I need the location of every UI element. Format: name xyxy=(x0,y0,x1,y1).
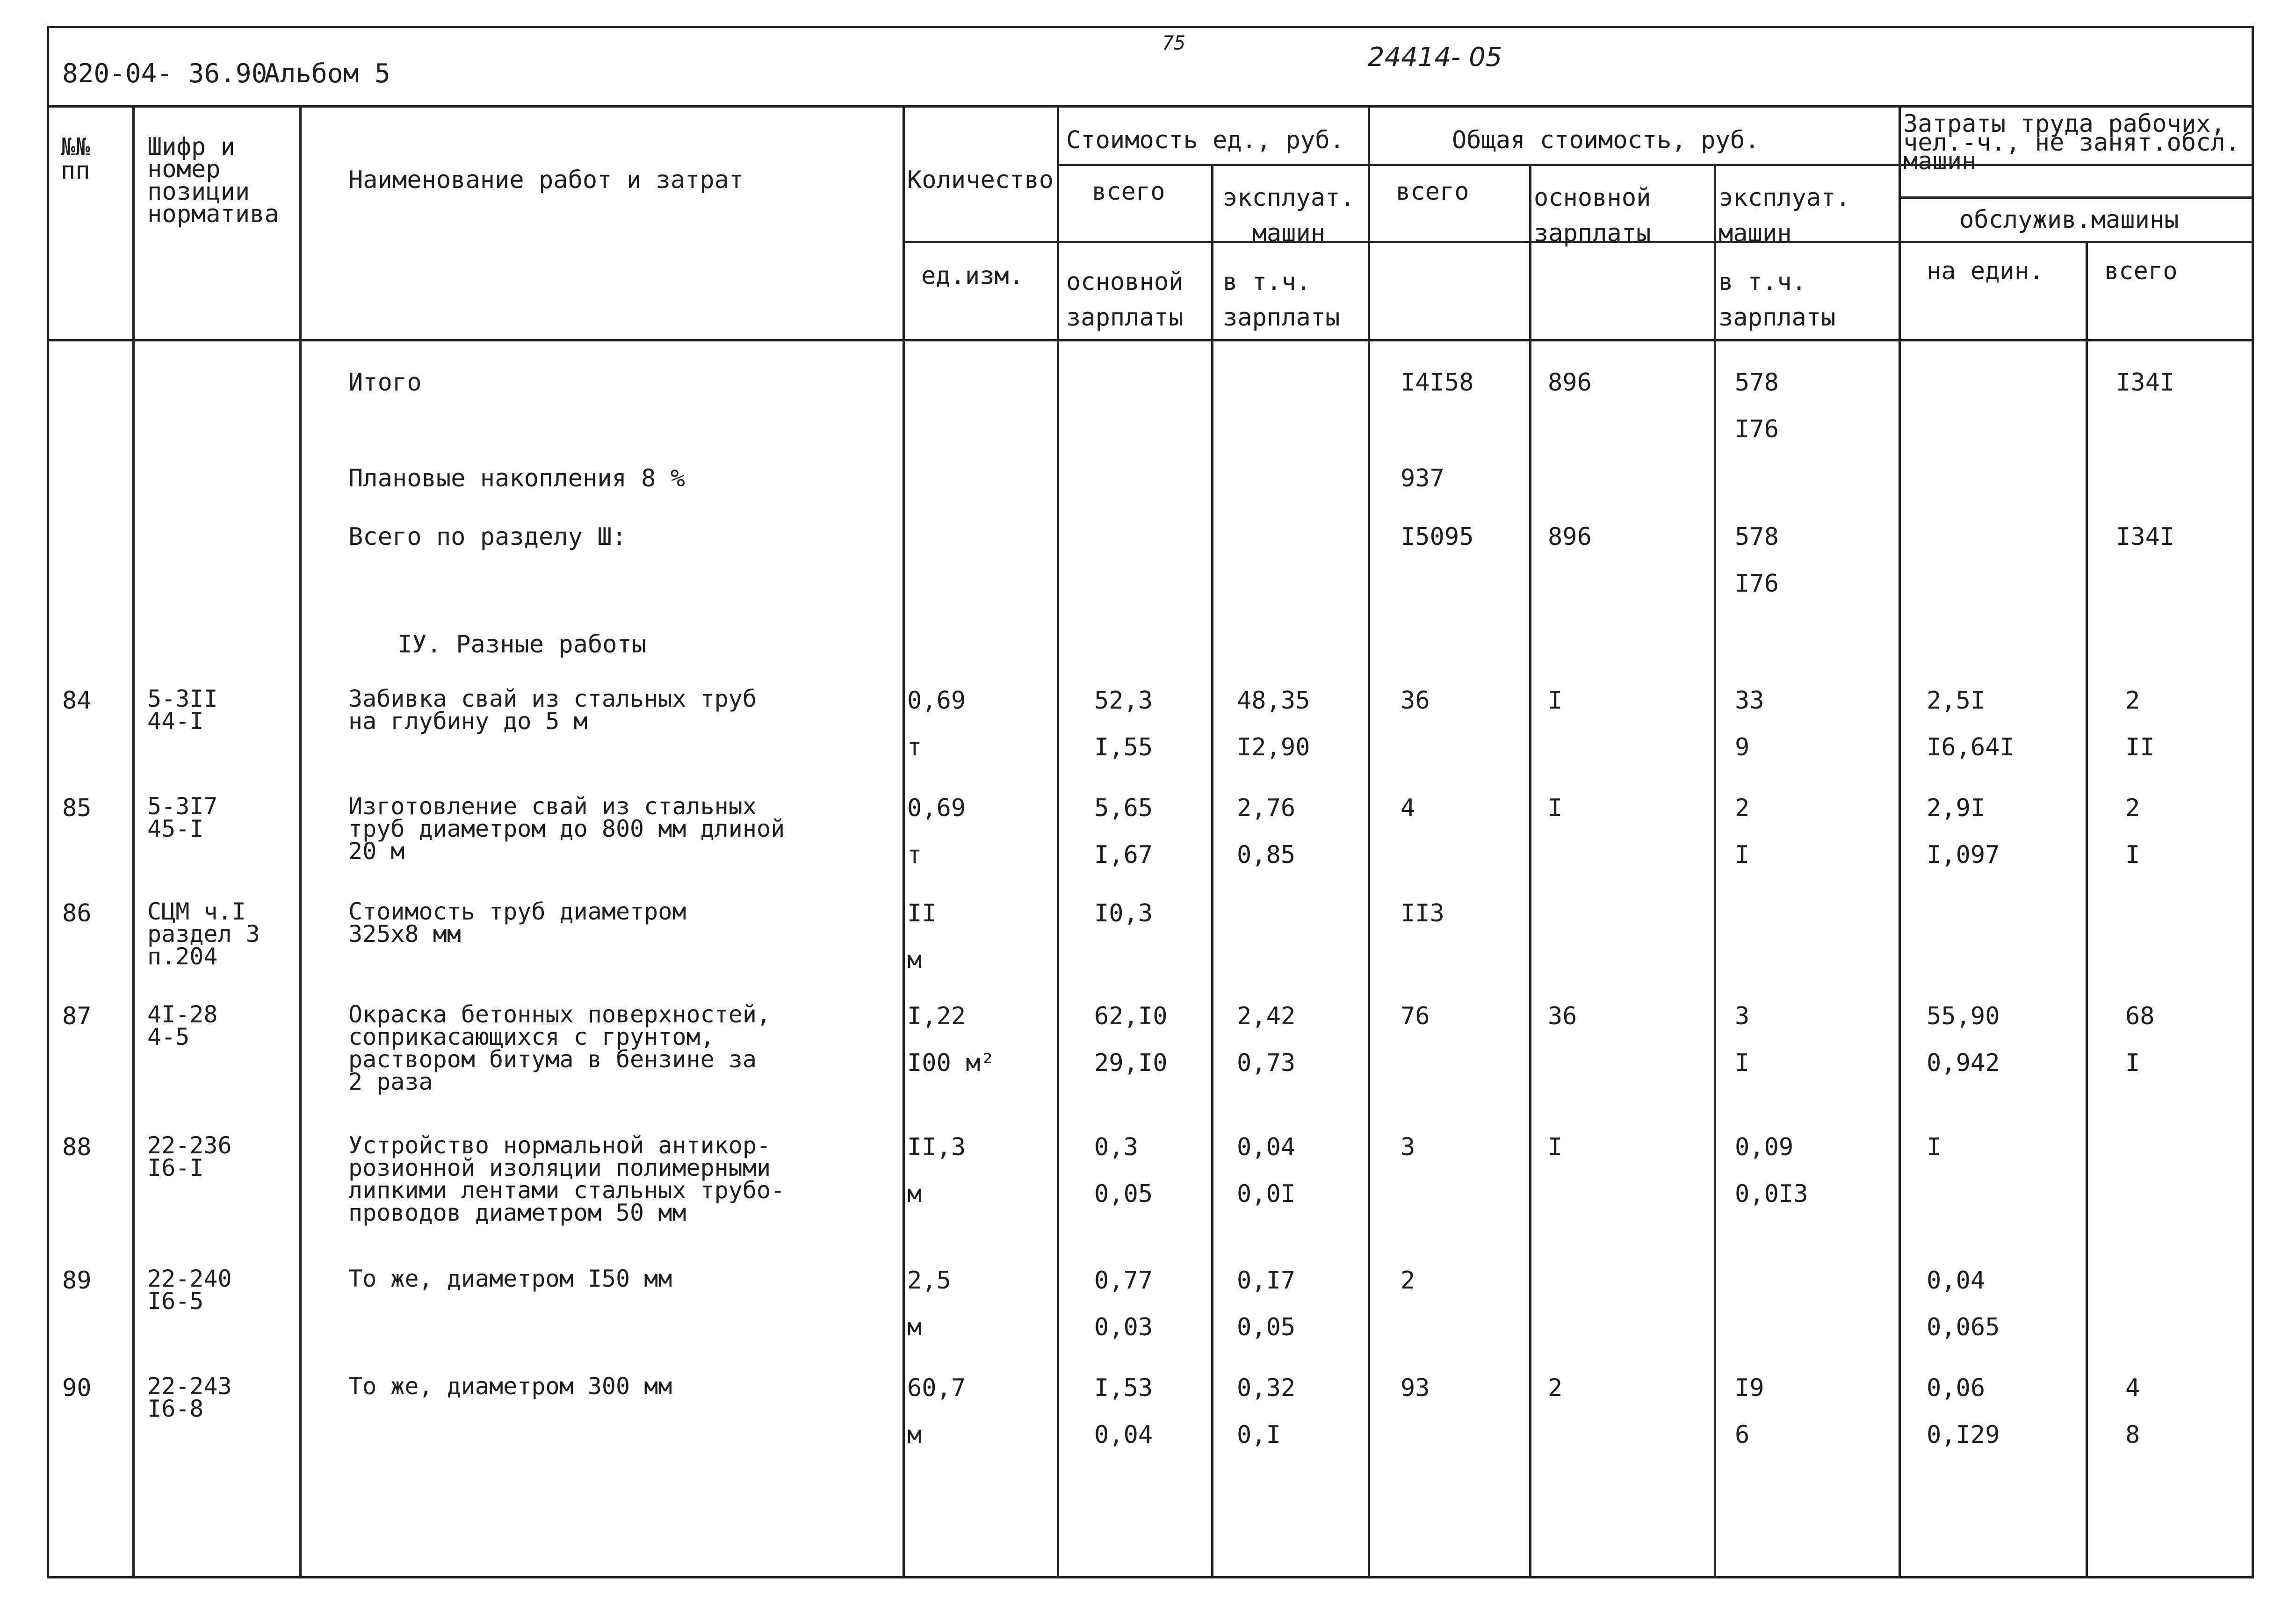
row-total-machines: 33 xyxy=(1735,687,1764,715)
row-unit-machines: 2,42 xyxy=(1237,1002,1296,1030)
col-line-2 xyxy=(299,105,302,1578)
row-qty: II,3 xyxy=(907,1133,966,1161)
col-header-num: №№ пп xyxy=(61,133,90,185)
row-num: 90 xyxy=(62,1374,92,1402)
row-name: Изготовление свай из стальных труб диаметром до 800 мм длиной 20 м xyxy=(348,793,785,865)
row-total: 2 xyxy=(1401,1267,1415,1295)
row-unit-wage: 0,03 xyxy=(1094,1313,1153,1341)
row-unit: м xyxy=(907,1313,922,1341)
row-labor-total-machines: I xyxy=(2125,841,2140,869)
section-labor: I34I xyxy=(2116,523,2175,551)
row-labor-unit: 2,9I xyxy=(1927,794,1986,822)
col-line-7 xyxy=(1529,164,1531,1578)
row-unit: т xyxy=(907,733,922,761)
row-total-machines: 3 xyxy=(1735,1002,1750,1030)
row-code: 5-3II 44-I xyxy=(147,685,218,735)
row-labor-total: 2 xyxy=(2125,687,2140,715)
row-unit-machines-wage: 0,0I xyxy=(1237,1180,1296,1208)
col-header-name: Наименование работ и затрат xyxy=(348,166,744,194)
page-number: 75 xyxy=(1162,31,1186,54)
col-line-6 xyxy=(1368,105,1370,1578)
col-header-total-machines-wage: в т.ч. зарплаты xyxy=(1718,268,1836,332)
row-total-machines-wage: 9 xyxy=(1735,733,1750,761)
row-unit: I00 м² xyxy=(907,1049,995,1077)
section-wage: 896 xyxy=(1548,523,1592,551)
col-line-5 xyxy=(1211,164,1213,1578)
row-labor-total: 4 xyxy=(2125,1374,2140,1402)
album-label: Альбом 5 xyxy=(264,58,390,89)
row-unit-total: I0,3 xyxy=(1094,899,1153,927)
row-num: 86 xyxy=(62,899,92,927)
col-header-unit-total: всего xyxy=(1092,178,1165,206)
col-header-total-cost: Общая стоимость, руб. xyxy=(1452,126,1760,154)
col-header-total-all: всего xyxy=(1396,178,1469,206)
row-name: Забивка свай из стальных труб на глубину до 5 м xyxy=(348,685,757,735)
row-unit-total: 0,3 xyxy=(1094,1133,1138,1161)
section-total: I5095 xyxy=(1401,523,1474,551)
row-labor-total: 68 xyxy=(2125,1002,2155,1030)
row-unit: т xyxy=(907,841,922,869)
row-name: Стоимость труб диаметром 325х8 мм xyxy=(348,898,686,948)
row-total-machines-wage: I xyxy=(1735,1049,1750,1077)
col-header-unit-wage: основной зарплаты xyxy=(1066,268,1184,332)
row-unit-total: 52,3 xyxy=(1094,687,1153,715)
row-total-wage: 2 xyxy=(1548,1374,1563,1402)
row-qty: II xyxy=(907,899,937,927)
col-header-total-wage: основной зарплаты xyxy=(1534,184,1651,247)
row-unit-machines: 2,76 xyxy=(1237,794,1296,822)
row-unit-machines: 0,I7 xyxy=(1237,1267,1296,1295)
row-total-wage: I xyxy=(1548,1133,1563,1161)
row-total-machines: I9 xyxy=(1735,1374,1764,1402)
col-header-qty-unit: ед.изм. xyxy=(921,262,1024,290)
row-qty: 60,7 xyxy=(907,1374,966,1402)
row-labor-total-machines: II xyxy=(2125,733,2155,761)
row-num: 88 xyxy=(62,1133,92,1161)
row-num: 89 xyxy=(62,1267,92,1295)
itogo-label: Итого xyxy=(348,369,422,397)
row-unit-machines-wage: I2,90 xyxy=(1237,733,1310,761)
col-header-labor-per-unit: на един. xyxy=(1927,257,2044,285)
row-name: То же, диаметром I50 мм xyxy=(348,1265,672,1292)
row-total-machines-wage: I xyxy=(1735,841,1750,869)
col-line-10 xyxy=(2086,241,2088,1578)
plan-label: Плановые накопления 8 % xyxy=(348,464,686,492)
row-unit-machines-wage: 0,05 xyxy=(1237,1313,1296,1341)
row-unit-wage: 29,I0 xyxy=(1094,1049,1168,1077)
row-labor-unit-machines: I,097 xyxy=(1927,841,2000,869)
row-labor-unit: I xyxy=(1927,1133,1942,1161)
section-machines-wage: I76 xyxy=(1735,570,1779,598)
row-unit-machines: 0,04 xyxy=(1237,1133,1296,1161)
row-total-machines: 0,09 xyxy=(1735,1133,1794,1161)
row-total: 3 xyxy=(1401,1133,1415,1161)
plan-total: 937 xyxy=(1401,464,1444,492)
row-unit-machines-wage: 0,I xyxy=(1237,1421,1281,1449)
row-labor-unit: 55,90 xyxy=(1927,1002,2000,1030)
row-unit-machines-wage: 0,85 xyxy=(1237,841,1296,869)
col-header-labor-total: всего xyxy=(2104,257,2178,285)
header-bottom xyxy=(49,339,2254,341)
row-total-wage: I xyxy=(1548,794,1563,822)
col-header-labor: Затраты труда рабочих, чел.-ч., не занят.обсл. машин xyxy=(1903,110,2240,175)
row-code: 4I-28 4-5 xyxy=(147,1001,218,1050)
row-name: То же, диаметром 300 мм xyxy=(348,1373,672,1400)
section-total-label: Всего по разделу Ш: xyxy=(348,523,627,551)
row-unit: м xyxy=(907,1180,922,1208)
title-divider xyxy=(49,105,2254,108)
row-name: Устройство нормальной антикор- розионной изоляции полимерными липкими лентами стальных трубо- проводов диаметром 50 мм xyxy=(348,1132,785,1226)
row-unit-total: 5,65 xyxy=(1094,794,1153,822)
row-labor-total-machines: 8 xyxy=(2125,1421,2140,1449)
row-qty: 2,5 xyxy=(907,1267,951,1295)
row-total: 76 xyxy=(1401,1002,1430,1030)
col-header-qty: Количество xyxy=(907,166,1054,194)
col-line-9 xyxy=(1899,105,1901,1578)
row-labor-total-machines: I xyxy=(2125,1049,2140,1077)
row-code: 22-236 I6-I xyxy=(147,1132,232,1181)
section-title: IУ. Разные работы xyxy=(397,630,647,659)
row-code: СЦМ ч.I раздел 3 п.204 xyxy=(147,898,260,970)
row-total-wage: I xyxy=(1548,687,1563,715)
row-total-machines-wage: 0,0I3 xyxy=(1735,1180,1808,1208)
row-labor-total: 2 xyxy=(2125,794,2140,822)
row-unit-machines: 48,35 xyxy=(1237,687,1310,715)
header-divider-2 xyxy=(1899,196,2254,199)
row-unit: м xyxy=(907,1421,922,1449)
estimate-sheet xyxy=(47,26,2254,1578)
col-line-3 xyxy=(903,105,905,1578)
row-labor-unit: 2,5I xyxy=(1927,687,1986,715)
row-num: 84 xyxy=(62,687,92,715)
itogo-machines-wage: I76 xyxy=(1735,415,1779,443)
row-unit-machines: 0,32 xyxy=(1237,1374,1296,1402)
row-qty: I,22 xyxy=(907,1002,966,1030)
col-header-labor-machines: обслужив.машины xyxy=(1959,206,2179,234)
row-total: 36 xyxy=(1401,687,1430,715)
row-unit-wage: 0,04 xyxy=(1094,1421,1153,1449)
itogo-machines: 578 xyxy=(1735,369,1779,397)
col-line-4 xyxy=(1057,105,1059,1578)
itogo-wage: 896 xyxy=(1548,369,1592,397)
row-code: 22-243 I6-8 xyxy=(147,1373,232,1422)
row-total: II3 xyxy=(1401,899,1444,927)
row-unit: м xyxy=(907,946,922,974)
row-unit-machines-wage: 0,73 xyxy=(1237,1049,1296,1077)
row-labor-unit: 0,06 xyxy=(1927,1374,1986,1402)
row-labor-unit-machines: 0,942 xyxy=(1927,1049,2000,1077)
row-code: 5-3I7 45-I xyxy=(147,793,218,842)
row-labor-unit-machines: 0,065 xyxy=(1927,1313,2000,1341)
col-line-8 xyxy=(1714,164,1716,1578)
row-total-machines-wage: 6 xyxy=(1735,1421,1750,1449)
itogo-total: I4I58 xyxy=(1401,369,1474,397)
row-total: 4 xyxy=(1401,794,1415,822)
col-line-1 xyxy=(132,105,135,1578)
inventory-number: 24414- 05 xyxy=(1368,42,1502,72)
row-qty: 0,69 xyxy=(907,687,966,715)
row-unit-wage: I,67 xyxy=(1094,841,1153,869)
col-header-unit-cost: Стоимость ед., руб. xyxy=(1066,126,1344,154)
row-unit-total: 62,I0 xyxy=(1094,1002,1168,1030)
row-labor-unit: 0,04 xyxy=(1927,1267,1986,1295)
row-unit-wage: I,55 xyxy=(1094,733,1153,761)
itogo-labor: I34I xyxy=(2116,369,2175,397)
col-header-unit-machines-wage: в т.ч. зарплаты xyxy=(1223,268,1340,332)
row-labor-unit-machines: 0,I29 xyxy=(1927,1421,2000,1449)
row-unit-wage: 0,05 xyxy=(1094,1180,1153,1208)
section-machines: 578 xyxy=(1735,523,1779,551)
row-labor-unit-machines: I6,64I xyxy=(1927,733,2014,761)
col-header-total-machines: эксплуат. машин xyxy=(1718,184,1850,247)
row-code: 22-240 I6-5 xyxy=(147,1265,232,1315)
row-total: 93 xyxy=(1401,1374,1430,1402)
doc-code: 820-04- 36.90 xyxy=(62,58,267,89)
row-total-wage: 36 xyxy=(1548,1002,1577,1030)
row-unit-total: 0,77 xyxy=(1094,1267,1153,1295)
col-header-code: Шифр и номер позиции норматива xyxy=(147,133,279,228)
row-qty: 0,69 xyxy=(907,794,966,822)
row-name: Окраска бетонных поверхностей, соприкасающихся с грунтом, раствором битума в бензине за 2 раза xyxy=(348,1001,771,1095)
row-total-machines: 2 xyxy=(1735,794,1750,822)
row-num: 85 xyxy=(62,794,92,822)
row-num: 87 xyxy=(62,1002,92,1030)
col-header-unit-machines: эксплуат. машин xyxy=(1223,184,1355,247)
row-unit-total: I,53 xyxy=(1094,1374,1153,1402)
